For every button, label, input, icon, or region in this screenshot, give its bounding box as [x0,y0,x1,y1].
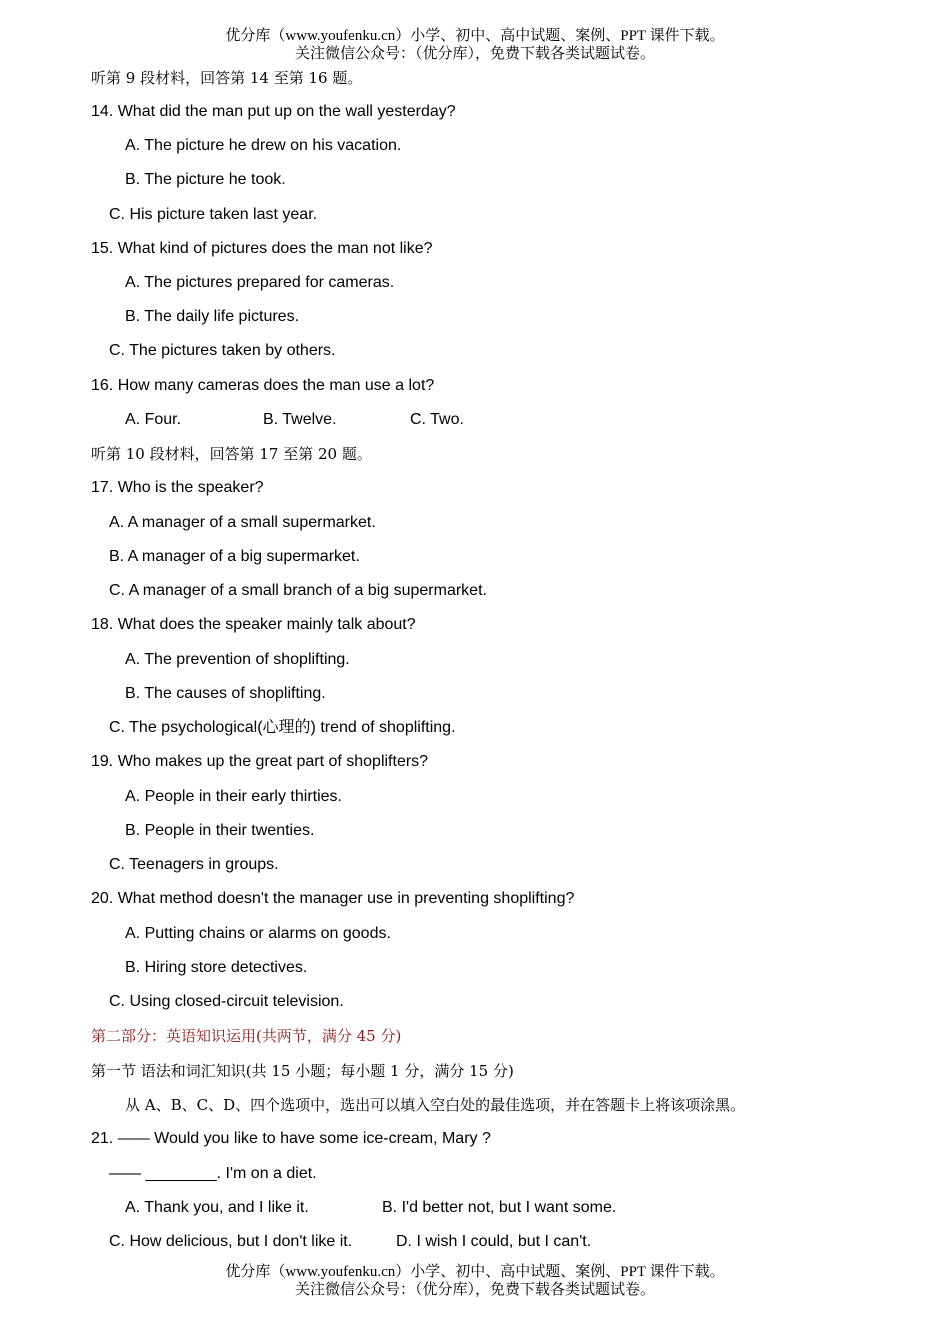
section-1-heading: 第一节 语法和词汇知识(共 15 小题；每小题 1 分，满分 15 分) [91,1062,514,1080]
question-14-option-c: C. His picture taken last year. [109,206,318,223]
question-20-option-c: C. Using closed-circuit television. [109,993,344,1010]
question-19-option-c: C. Teenagers in groups. [109,856,279,873]
section-9-instruction: 听第 9 段材料，回答第 14 至第 16 题。 [91,69,363,87]
question-19-option-a: A. People in their early thirties. [125,788,342,805]
page-header-line-2: 关注微信公众号：（优分库），免费下载各类试题试卷。 [294,46,655,62]
question-15: 15. What kind of pictures does the man not like? [91,240,433,257]
question-20: 20. What method doesn't the manager use in preventing shoplifting? [91,890,575,907]
question-16: 16. How many cameras does the man use a lot? [91,377,435,394]
question-20-option-b: B. Hiring store detectives. [125,959,308,976]
question-16-option-c: C. Two. [410,411,464,428]
page-footer-line-1: 优分库（www.youfenku.cn）小学、初中、高中试题、案例、PPT 课件下载。 [225,1264,725,1280]
section-1-instruction: 从 A、B、C、D、四个选项中，选出可以填入空白处的最佳选项，并在答题卡上将该项涂黑。 [125,1096,746,1114]
question-17-option-a: A. A manager of a small supermarket. [109,514,376,531]
question-14-option-b: B. The picture he took. [125,171,286,188]
question-18-option-a: A. The prevention of shoplifting. [125,651,350,668]
question-21-option-d: D. I wish I could, but I can't. [396,1233,592,1250]
question-20-option-a: A. Putting chains or alarms on goods. [125,925,391,942]
question-18: 18. What does the speaker mainly talk about? [91,616,416,633]
question-16-option-b: B. Twelve. [263,411,337,428]
question-19-option-b: B. People in their twenties. [125,822,315,839]
question-21: 21. —— Would you like to have some ice-cream, Mary ? [91,1130,491,1147]
question-15-option-c: C. The pictures taken by others. [109,342,336,359]
question-18-option-c: C. The psychological(心理的) trend of shoplifting. [109,719,456,736]
page-header-line-1: 优分库（www.youfenku.cn）小学、初中、高中试题、案例、PPT 课件下载。 [225,28,725,44]
question-16-option-a: A. Four. [125,411,182,428]
question-14-option-a: A. The picture he drew on his vacation. [125,137,402,154]
part-2-heading: 第二部分：英语知识运用(共两节，满分 45 分) [91,1027,402,1045]
question-15-option-a: A. The pictures prepared for cameras. [125,274,395,291]
question-21-option-c: C. How delicious, but I don't like it. [109,1233,353,1250]
section-10-instruction: 听第 10 段材料，回答第 17 至第 20 题。 [91,445,372,463]
question-18-option-b: B. The causes of shoplifting. [125,685,326,702]
page-footer-line-2: 关注微信公众号：（优分库），免费下载各类试题试卷。 [294,1282,655,1298]
question-19: 19. Who makes up the great part of shoplifters? [91,753,429,770]
question-15-option-b: B. The daily life pictures. [125,308,300,325]
question-21-option-a: A. Thank you, and I like it. [125,1199,309,1216]
question-17-option-b: B. A manager of a big supermarket. [109,548,360,565]
question-21-response: —— ________. I'm on a diet. [109,1165,317,1182]
question-21-option-b: B. I'd better not, but I want some. [382,1199,617,1216]
question-14: 14. What did the man put up on the wall yesterday? [91,103,456,120]
question-17: 17. Who is the speaker? [91,479,264,496]
question-17-option-c: C. A manager of a small branch of a big supermarket. [109,582,487,599]
